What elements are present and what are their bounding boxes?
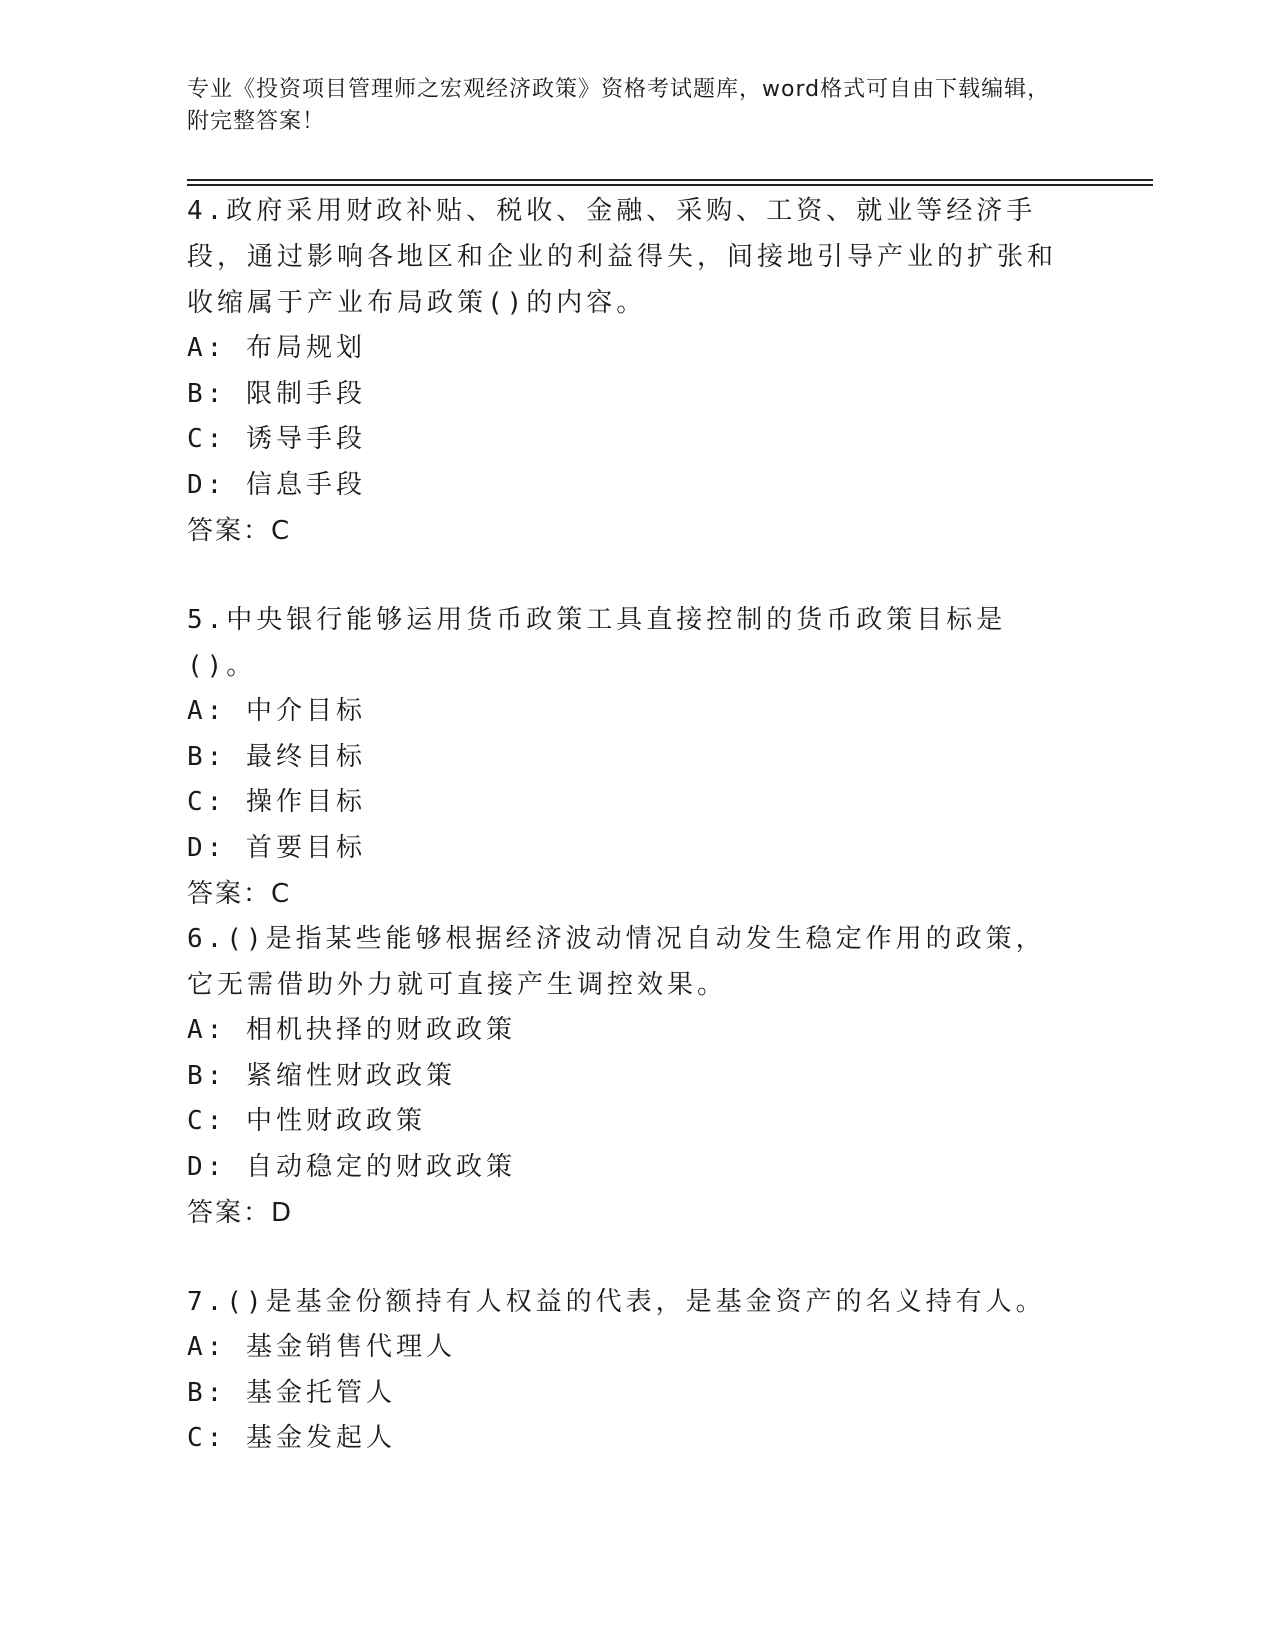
option-b: B: 最终目标 xyxy=(187,741,366,772)
option-c: C: 中性财政政策 xyxy=(187,1106,426,1136)
option-a: A: 基金销售代理人 xyxy=(187,1332,456,1362)
header-rule-bottom xyxy=(187,184,1153,186)
question-answer: 答案：C xyxy=(187,516,292,546)
option-a: A: 相机抉择的财政政策 xyxy=(187,1015,516,1045)
question-6 xyxy=(187,916,1067,1236)
question-stem: 5.中央银行能够运用货币政策工具直接控制的货币政策目标是()。 xyxy=(187,605,1007,681)
question-7 xyxy=(187,1279,1067,1462)
option-b: B: 紧缩性财政政策 xyxy=(187,1060,456,1091)
question-stem: 7.()是基金份额持有人权益的代表，是基金资产的名义持有人。 xyxy=(187,1287,1046,1317)
question-answer: 答案：D xyxy=(187,1198,294,1228)
option-d: D: 自动稳定的财政政策 xyxy=(187,1151,516,1182)
option-d: D: 信息手段 xyxy=(187,469,366,500)
option-c: C: 基金发起人 xyxy=(187,1423,396,1453)
question-stem: 4.政府采用财政补贴、税收、金融、采购、工资、就业等经济手段，通过影响各地区和企业的利益得失，间接地引导产业的扩张和收缩属于产业布局政策()的内容。 xyxy=(187,196,1058,318)
document-header: 专业《投资项目管理师之宏观经济政策》资格考试题库，word格式可自由下载编辑，附完整答案！ xyxy=(187,77,1051,134)
option-a: A: 布局规划 xyxy=(187,333,366,363)
option-b: B: 基金托管人 xyxy=(187,1377,396,1408)
question-5 xyxy=(187,597,1067,917)
option-c: C: 诱导手段 xyxy=(187,424,366,454)
option-d: D: 首要目标 xyxy=(187,832,366,863)
option-b: B: 限制手段 xyxy=(187,378,366,409)
option-c: C: 操作目标 xyxy=(187,787,366,817)
option-a: A: 中介目标 xyxy=(187,696,366,726)
question-4 xyxy=(187,188,1067,554)
question-stem: 6.()是指某些能够根据经济波动情况自动发生稳定作用的政策，它无需借助外力就可直接产生调控效果。 xyxy=(187,924,1046,1000)
question-answer: 答案：C xyxy=(187,879,292,909)
header-rule-top xyxy=(187,179,1153,181)
